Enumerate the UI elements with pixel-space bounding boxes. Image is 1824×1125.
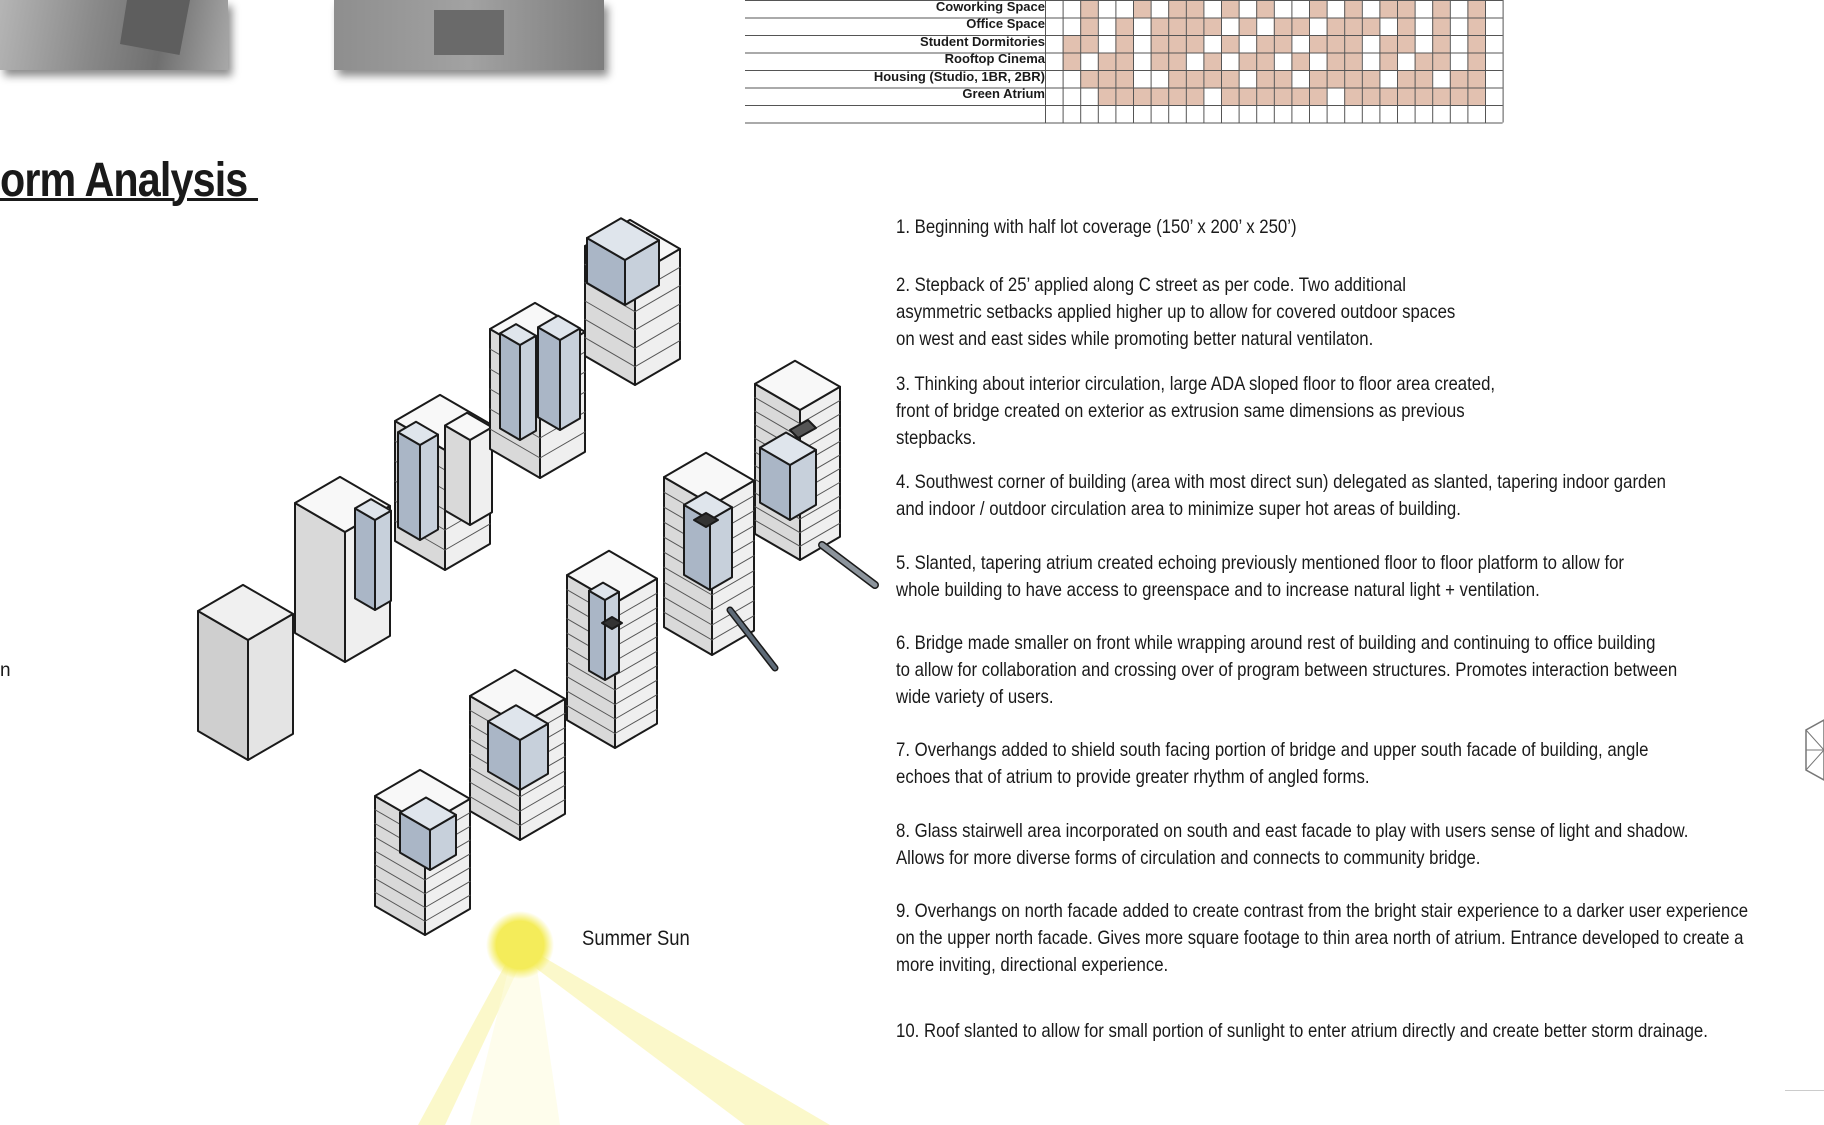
schedule-cell — [1256, 88, 1274, 106]
schedule-cell — [1203, 70, 1221, 88]
schedule-cell — [1151, 35, 1169, 53]
schedule-cell — [1274, 88, 1292, 106]
site-photo-left — [0, 0, 228, 70]
schedule-cell — [1256, 0, 1274, 18]
step-4: 4. Southwest corner of building (area with most direct sun) delegated as slanted, tapering indoor garden and indoor / outdoor circulation area to minimize super hot areas of building. — [896, 471, 1667, 520]
schedule-cell — [1168, 35, 1186, 53]
schedule-cell — [1203, 18, 1221, 36]
schedule-cell — [1239, 53, 1257, 71]
schedule-cell — [1327, 70, 1345, 88]
massing-step-4-glass-b-right-face — [560, 328, 580, 430]
schedule-cell — [1168, 18, 1186, 36]
schedule-row-label: Coworking Space — [935, 0, 1045, 14]
schedule-cell — [1309, 35, 1327, 53]
schedule-cell — [1221, 88, 1239, 106]
schedule-cell — [1256, 70, 1274, 88]
massing-step-3-upper-right-face — [470, 427, 492, 525]
schedule-cell — [1450, 88, 1468, 106]
schedule-cell — [1379, 88, 1397, 106]
schedule-cell — [1379, 0, 1397, 18]
schedule-cell — [1362, 88, 1380, 106]
schedule-cell — [1309, 70, 1327, 88]
massing-step-2-void-left-face — [355, 508, 375, 610]
schedule-cell — [1397, 88, 1415, 106]
schedule-cell — [1115, 35, 1133, 53]
schedule-cell — [1063, 35, 1081, 53]
schedule-row-label: Student Dormitories — [920, 34, 1045, 49]
massing-step-8-stair-left-face — [589, 591, 605, 680]
schedule-cell — [1115, 18, 1133, 36]
schedule-cell — [1467, 70, 1485, 88]
schedule-row-label: Housing (Studio, 1BR, 2BR) — [873, 69, 1045, 84]
schedule-cell — [1344, 53, 1362, 71]
schedule-cell — [1397, 0, 1415, 18]
schedule-row-label: Green Atrium — [962, 86, 1045, 101]
schedule-cell — [1274, 35, 1292, 53]
schedule-cell — [1432, 0, 1450, 18]
schedule-cell — [1186, 88, 1204, 106]
massing-step-3-glass-left-face — [398, 432, 420, 540]
schedule-cell — [1256, 35, 1274, 53]
step-5: 5. Slanted, tapering atrium created echoing previously mentioned floor to floor platform to allow for whole building to have access to greenspace and to increase natural light + ventilation. — [896, 552, 1625, 601]
massing-step-3-glass-right-face — [420, 435, 438, 540]
schedule-cell — [1415, 70, 1433, 88]
schedule-cell — [1415, 88, 1433, 106]
schedule-cell — [1362, 70, 1380, 88]
schedule-cell — [1467, 0, 1485, 18]
schedule-cell — [1098, 53, 1116, 71]
schedule-cell — [1344, 70, 1362, 88]
schedule-cell — [1274, 70, 1292, 88]
site-photo-right — [334, 0, 604, 70]
schedule-cell — [1379, 53, 1397, 71]
schedule-cell — [1239, 18, 1257, 36]
step-6: 6. Bridge made smaller on front while wrapping around rest of building and continuing to office building to allow for collaboration and crossing over of program between structures. Promotes interaction between wide variety of users. — [896, 632, 1678, 708]
schedule-cell — [1063, 53, 1081, 71]
schedule-cell — [1432, 18, 1450, 36]
schedule-cell — [1291, 88, 1309, 106]
schedule-cell — [1080, 18, 1098, 36]
schedule-cell — [1080, 0, 1098, 18]
schedule-cell — [1186, 70, 1204, 88]
schedule-cell — [1080, 35, 1098, 53]
schedule-cell — [1239, 88, 1257, 106]
step-7: 7. Overhangs added to shield south facing portion of bridge and upper south facade of building, angle echoes that of atrium to provide greater rhythm of angled forms. — [896, 739, 1649, 788]
schedule-cell — [1151, 18, 1169, 36]
schedule-cell — [1133, 0, 1151, 18]
schedule-cell — [1186, 18, 1204, 36]
schedule-cell — [1186, 35, 1204, 53]
schedule-cell — [1327, 35, 1345, 53]
schedule-cell — [1344, 88, 1362, 106]
schedule-cell — [1467, 53, 1485, 71]
schedule-cell — [1256, 53, 1274, 71]
schedule-cell — [1098, 88, 1116, 106]
step-1: 1. Beginning with half lot coverage (150’ x 200’ x 250’) — [896, 216, 1297, 238]
massing-step-4-glass-left-face — [500, 333, 520, 440]
schedule-cell — [1432, 53, 1450, 71]
sun-ray — [525, 955, 830, 1125]
schedule-cell — [1344, 18, 1362, 36]
schedule-cell — [1397, 18, 1415, 36]
schedule-cell — [1221, 35, 1239, 53]
sun-label: Summer Sun — [582, 927, 690, 950]
schedule-grid — [745, 0, 1575, 125]
schedule-cell — [1186, 0, 1204, 18]
schedule-cell — [1291, 18, 1309, 36]
schedule-cell — [1151, 53, 1169, 71]
step-9: 9. Overhangs on north facade added to create contrast from the bright stair experience to a darker user experience on the upper north facade. Gives more square footage to thin area north of atrium. Entrance developed to create a more inviting, directional experience. — [896, 900, 1749, 976]
schedule-cell — [1415, 53, 1433, 71]
massing-models — [198, 218, 875, 935]
schedule-cell — [1291, 53, 1309, 71]
schedule-cell — [1397, 35, 1415, 53]
schedule-cell — [1467, 35, 1485, 53]
massing-step-4-glass-right-face — [520, 336, 536, 440]
schedule-cell — [1115, 70, 1133, 88]
schedule-cell — [1344, 35, 1362, 53]
schedule-cell — [1274, 18, 1292, 36]
schedule-cell — [1309, 0, 1327, 18]
section-title: orm Analysis — [0, 154, 259, 207]
schedule-cell — [1450, 70, 1468, 88]
schedule-cell — [1327, 18, 1345, 36]
schedule-cell — [1133, 88, 1151, 106]
form-analysis-diagram — [0, 200, 900, 1125]
schedule-cell — [1432, 35, 1450, 53]
schedule-cell — [1309, 88, 1327, 106]
massing-step-8-stair-right-face — [605, 592, 619, 680]
step-10: 10. Roof slanted to allow for small portion of sunlight to enter atrium directly and create better storm drainage. — [896, 1020, 1708, 1042]
schedule-cell — [1221, 0, 1239, 18]
massing-step-3-upper-left-face — [445, 426, 470, 526]
schedule-cell — [1168, 70, 1186, 88]
schedule-cell — [1221, 70, 1239, 88]
schedule-cell — [1168, 0, 1186, 18]
schedule-cell — [1203, 53, 1221, 71]
cropped-text: n — [0, 660, 11, 681]
massing-step-4-glass-b-left-face — [538, 327, 560, 430]
sun-core — [496, 921, 544, 969]
schedule-cell — [1432, 88, 1450, 106]
massing-step-2-void-right-face — [375, 511, 391, 610]
schedule-cell — [1168, 88, 1186, 106]
schedule-cell — [1379, 35, 1397, 53]
page-edge-line — [1785, 1090, 1824, 1091]
cube-icon — [1800, 710, 1824, 810]
step-8: 8. Glass stairwell area incorporated on south and east facade to play with users sense of light and shadow. Allows for more diverse forms of circulation and connects to community bridge. — [896, 820, 1689, 869]
step-2: 2. Stepback of 25’ applied along C street as per code. Two additional asymmetric setbacks applied higher up to allow for covered outdoor spaces on west and east sides while promoting better natural ventilaton. — [896, 274, 1456, 350]
schedule-cell — [1115, 53, 1133, 71]
schedule-cell — [1344, 0, 1362, 18]
schedule-cell — [1467, 88, 1485, 106]
step-3: 3. Thinking about interior circulation, large ADA sloped floor to floor area created, front of bridge created on exterior as extrusion same dimensions as previous stepbacks. — [896, 373, 1496, 449]
schedule-cell — [1080, 70, 1098, 88]
schedule-cell — [1098, 70, 1116, 88]
schedule-cell — [1168, 53, 1186, 71]
schedule-row-label: Rooftop Cinema — [944, 51, 1045, 66]
schedule-cell — [1151, 88, 1169, 106]
schedule-cell — [1115, 88, 1133, 106]
schedule-cell — [1362, 18, 1380, 36]
schedule-cell — [1397, 70, 1415, 88]
schedule-row-label: Office Space — [966, 16, 1045, 31]
massing-step-10-bridge-fill — [822, 545, 875, 585]
schedule-cell — [1467, 18, 1485, 36]
schedule-cell — [1327, 53, 1345, 71]
